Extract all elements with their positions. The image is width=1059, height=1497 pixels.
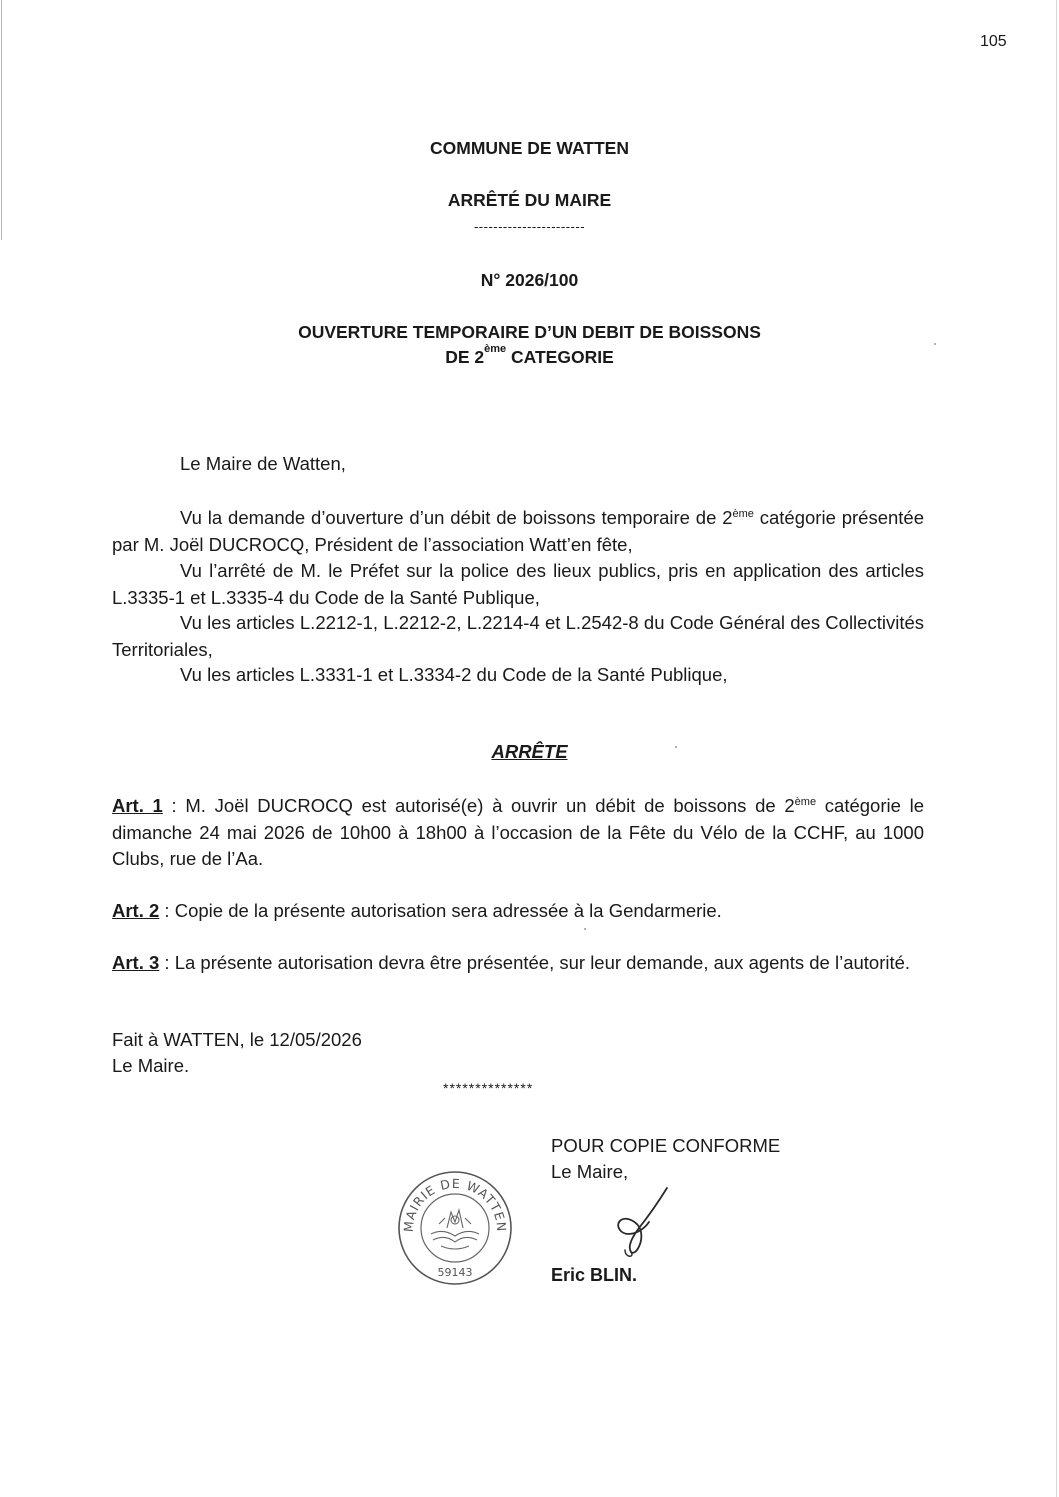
commune-heading: COMMUNE DE WATTEN <box>430 138 629 158</box>
article-text: : M. Joël DUCROCQ est autorisé(e) à ouvrir un débit de boissons de 2 <box>162 795 795 816</box>
decree-number: N° 2026/100 <box>480 270 579 290</box>
consideration-superscript: ème <box>732 508 754 520</box>
article-2 <box>112 898 924 925</box>
title-dash-line: ----------------------- <box>473 219 586 234</box>
mairie-stamp <box>395 1168 515 1288</box>
copy-notice: POUR COPIE CONFORME <box>551 1135 781 1156</box>
decree-title: ARRÊTÉ DU MAIRE <box>447 190 612 210</box>
subject-superscript: ème <box>484 343 507 355</box>
signer-name: Eric BLIN. <box>551 1265 638 1285</box>
place-date: Fait à WATTEN, le 12/05/2026 <box>112 1029 362 1050</box>
article-label: Art. 2 <box>112 900 160 921</box>
page-number: 105 <box>980 33 1007 50</box>
scan-speck <box>584 928 586 930</box>
consideration-4: Vu les articles L.3331-1 et L.3334-2 du Code de la Santé Publique, <box>180 664 728 685</box>
stamp-emblem <box>431 1210 479 1249</box>
signatory-role: Le Maire. <box>112 1055 190 1076</box>
article-3 <box>112 950 924 977</box>
separator-asterisks: ************** <box>443 1080 534 1096</box>
intro-line: Le Maire de Watten, <box>180 453 346 474</box>
copy-role: Le Maire, <box>551 1161 629 1182</box>
subject-text: DE 2 <box>445 347 485 367</box>
decision-heading: ARRÊTE <box>491 741 568 762</box>
article-label: Art. 1 <box>112 795 163 816</box>
article-text: : Copie de la présente autorisation sera adressée à la Gendarmerie. <box>159 900 722 921</box>
article-label: Art. 3 <box>112 952 160 973</box>
handwritten-signature <box>605 1184 675 1259</box>
stamp-text-top: MAIRIE DE WATTEN <box>400 1175 510 1233</box>
article-text: : La présente autorisation devra être présentée, sur leur demande, aux agents de l’autorité. <box>159 952 911 973</box>
article-superscript: ème <box>794 796 817 808</box>
consideration-1 <box>112 505 924 558</box>
decree-subject-line-2 <box>0 343 1059 368</box>
consideration-2: Vu l’arrêté de M. le Préfet sur la police des lieux publics, pris en application des articles L.3335-1 et L.3335-4 du Code de la Santé Publique, <box>112 560 924 608</box>
decree-subject-line-1: OUVERTURE TEMPORAIRE D’UN DEBIT DE BOISSONS <box>298 322 761 342</box>
consideration-3: Vu les articles L.2212-1, L.2212-2, L.2214-4 et L.2542-8 du Code Général des Collectivités Territoriales, <box>112 612 924 660</box>
article-1 <box>112 793 924 873</box>
article-text: catégorie le dimanche 24 mai 2026 de 10h00 à 18h00 à l’occasion de la Fête du Vélo de la CCHF, au 1000 Clubs, rue de l’Aa. <box>112 795 924 869</box>
consideration-text: Vu la demande d’ouverture d’un débit de boissons temporaire de 2 <box>180 507 733 528</box>
consideration-text: catégorie présentée par M. Joël DUCROCQ, Président de l’association Watt’en fête, <box>112 507 924 555</box>
scan-speck <box>934 343 936 345</box>
subject-text: CATEGORIE <box>506 347 614 367</box>
stamp-text-bottom: 59143 <box>437 1266 473 1279</box>
